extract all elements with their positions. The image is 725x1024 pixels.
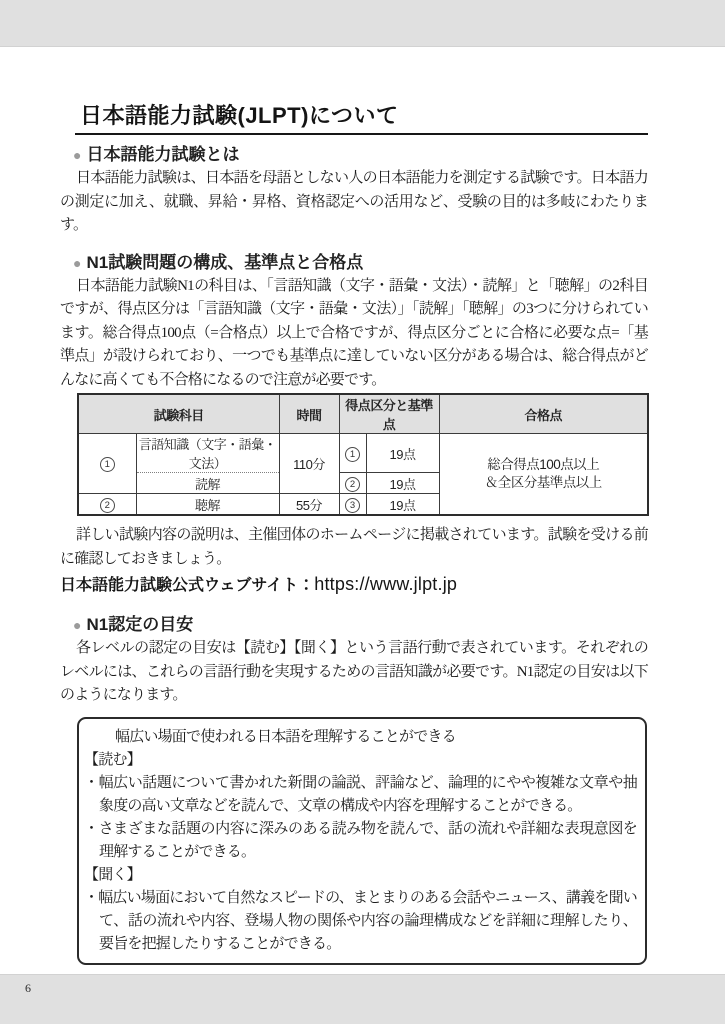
score-cell: 19点 <box>366 473 439 494</box>
circled-number-badge: 2 <box>100 498 115 513</box>
section-heading-level <box>73 614 648 636</box>
criteria-item: ・さまざまな話題の内容に深みのある読み物を読んで、話の流れや詳細な表現意図を理解することができる。 <box>84 820 637 860</box>
subject-number-cell <box>78 434 136 494</box>
section-heading-label: 日本語能力試験とは <box>86 145 240 164</box>
detail-paragraph: 詳しい試験内容の説明は、主催団体のホームページに掲載されています。試験を受ける前に確認しておきましょう。 <box>60 527 648 567</box>
pass-criteria-line: 総合得点100点以上 <box>487 457 600 472</box>
page-title: 日本語能力試験(JLPT)について <box>75 102 648 135</box>
subject-cell: 言語知識（文字・語彙・文法） <box>136 434 279 473</box>
section-heading-about <box>73 144 648 166</box>
bullet-icon: ● <box>73 147 82 163</box>
page-number: 6 <box>25 981 31 995</box>
bullet-icon: ● <box>73 254 82 271</box>
table-header-row <box>78 394 648 434</box>
about-paragraph: 日本語能力試験は、日本語を母語としない人の日本語能力を測定する試験です。日本語力の測定に加え、就職、昇給・昇格、資格認定への活用など、受験の目的は多岐にわたります。 <box>60 170 648 233</box>
criteria-item: ・幅広い場面において自然なスピードの、まとまりのある会話やニュース、講義を聞いて、話の流れや内容、登場人物の関係や内容の論理構成などを詳細に理解したり、要旨を把握したりすることができる。 <box>84 889 637 952</box>
bullet-icon: ● <box>73 617 82 633</box>
col-header-subject: 試験科目 <box>78 394 279 434</box>
pass-criteria-cell <box>439 434 648 516</box>
circled-number-badge: 1 <box>100 457 115 472</box>
section-heading-label: N1試験問題の構成、基準点と合格点 <box>86 252 364 272</box>
section-heading-structure <box>73 252 648 274</box>
time-cell: 55分 <box>279 494 339 516</box>
top-margin-band <box>0 0 725 47</box>
col-header-category: 得点区分と基準点 <box>339 394 439 434</box>
category-number-cell <box>339 494 366 516</box>
official-site-url: https://www.jlpt.jp <box>314 574 458 594</box>
skill-label-listen: 【聞く】 <box>84 866 141 883</box>
official-site-line <box>60 571 648 599</box>
score-cell: 19点 <box>366 434 439 473</box>
circled-number-badge: 1 <box>345 447 360 462</box>
page-body <box>60 46 648 993</box>
category-number-cell <box>339 434 366 473</box>
criteria-intro: 幅広い場面で使われる日本語を理解することができる <box>115 728 456 745</box>
skill-label-read: 【読む】 <box>84 751 141 768</box>
subject-number-cell <box>78 494 136 516</box>
pass-criteria-line: ＆全区分基準点以上 <box>484 475 602 490</box>
criteria-box <box>77 717 647 965</box>
level-paragraph: 各レベルの認定の目安は【読む】【聞く】という言語行動で表されています。それぞれのレベルには、これらの言語行動を実現するための言語知識が必要です。N1認定の目安は以下のようになります。 <box>60 640 648 703</box>
circled-number-badge: 3 <box>345 498 360 513</box>
structure-paragraph: 日本語能力試験N1の科目は、「言語知識（文字・語彙・文法）・読解」と「聴解」の2科目ですが、得点区分は「言語知識（文字・語彙・文法）」「読解」「聴解」の3つに分けられています。総合得点100点（=合格点）以上で合格ですが、得点区分ごとに合格に必要な点=「基準点」が設けられており、一つでも基準点に達していない区分がある場合は、総合得点がどんなに高くても不合格になるので注意が必要です。 <box>60 277 648 388</box>
section-heading-label: N1認定の目安 <box>86 615 194 634</box>
criteria-item: ・幅広い話題について書かれた新聞の論説、評論など、論理的にやや複雑な文章や抽象度の高い文章などを読んで、文章の構成や内容を理解することができる。 <box>84 774 637 814</box>
subject-cell: 読解 <box>136 473 279 494</box>
col-header-time: 時間 <box>279 394 339 434</box>
table-row <box>78 434 648 473</box>
exam-structure-table <box>77 393 649 516</box>
time-cell: 110分 <box>279 434 339 494</box>
circled-number-badge: 2 <box>345 477 360 492</box>
bottom-margin-band <box>0 974 725 1024</box>
official-site-label: 日本語能力試験公式ウェブサイト： <box>60 577 315 594</box>
col-header-pass: 合格点 <box>439 394 648 434</box>
score-cell: 19点 <box>366 494 439 516</box>
subject-cell: 聴解 <box>136 494 279 516</box>
category-number-cell <box>339 473 366 494</box>
